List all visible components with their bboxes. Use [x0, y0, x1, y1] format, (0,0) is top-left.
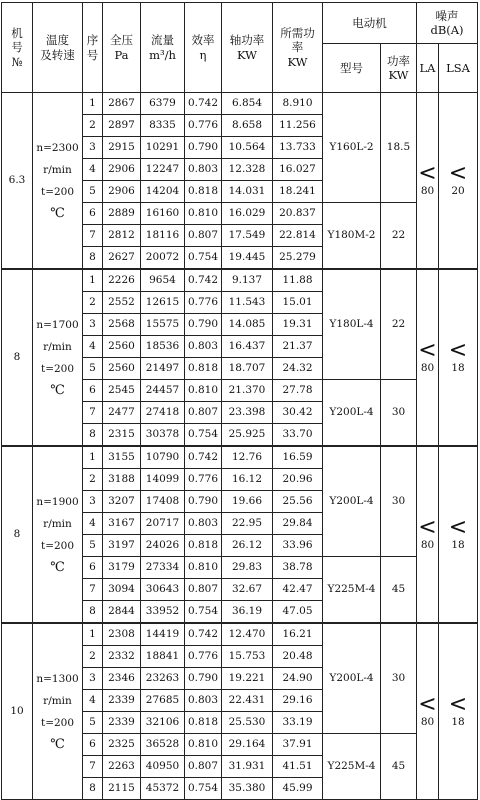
seq-cell: 4: [83, 513, 103, 535]
seq-cell: 7: [83, 579, 103, 601]
noise-la-cell: [417, 623, 439, 800]
fan-performance-table: [1, 2, 478, 800]
noise-lsa-value: 20: [451, 184, 465, 197]
shaft-power-cell: 11.543: [222, 292, 273, 314]
motor-power-cell: 22: [381, 203, 417, 270]
flow-cell: 14099: [141, 469, 185, 491]
pressure-cell: 3179: [103, 557, 141, 579]
shaft-power-cell: 6.854: [222, 93, 273, 115]
seq-cell: 1: [83, 269, 103, 292]
pressure-cell: 2332: [103, 646, 141, 668]
flow-cell: 36528: [141, 734, 185, 756]
efficiency-cell: 0.818: [185, 535, 222, 557]
required-power-cell: 29.16: [273, 690, 323, 712]
speed-line: n=1300: [36, 672, 79, 685]
speed-line: n=1900: [36, 495, 79, 508]
flow-cell: 12247: [141, 159, 185, 181]
pressure-cell: 2339: [103, 712, 141, 734]
efficiency-cell: 0.803: [185, 513, 222, 535]
noise-la-cell: [417, 446, 439, 623]
flow-cell: 40950: [141, 756, 185, 778]
pressure-cell: 2346: [103, 668, 141, 690]
efficiency-cell: 0.803: [185, 336, 222, 358]
header-la: LA: [417, 44, 439, 93]
required-power-cell: 8.910: [273, 93, 323, 115]
table-body: [2, 93, 478, 800]
speed-cell: [33, 269, 83, 446]
header-motor: 电动机: [323, 3, 417, 44]
efficiency-cell: 0.803: [185, 690, 222, 712]
machine-no-cell: 8: [2, 446, 33, 623]
efficiency-cell: 0.742: [185, 623, 222, 646]
flow-cell: 6379: [141, 93, 185, 115]
noise-lsa-cell: [439, 623, 478, 800]
noise-la-value: 80: [420, 184, 435, 197]
efficiency-cell: 0.790: [185, 668, 222, 690]
less-than-sign: <: [448, 337, 468, 363]
motor-model-cell: Y200L-4: [323, 446, 381, 557]
shaft-power-cell: 16.437: [222, 336, 273, 358]
flow-cell: 20717: [141, 513, 185, 535]
efficiency-cell: 0.742: [185, 93, 222, 115]
seq-cell: 2: [83, 646, 103, 668]
efficiency-cell: 0.818: [185, 358, 222, 380]
required-power-cell: 25.279: [273, 247, 323, 270]
shaft-power-cell: 22.431: [222, 690, 273, 712]
speed-line: ℃: [50, 736, 65, 752]
seq-cell: 2: [83, 292, 103, 314]
speed-line: t=200: [40, 716, 75, 729]
seq-cell: 2: [83, 469, 103, 491]
less-than-sign: <: [418, 337, 437, 363]
motor-model-cell: Y180M-2: [323, 203, 381, 270]
shaft-power-cell: 23.398: [222, 402, 273, 424]
noise-la-value: 80: [420, 538, 435, 551]
required-power-cell: 20.48: [273, 646, 323, 668]
machine-no-cell: 6.3: [2, 93, 33, 270]
seq-cell: 4: [83, 159, 103, 181]
required-power-cell: 37.91: [273, 734, 323, 756]
flow-cell: 14419: [141, 623, 185, 646]
speed-line: ℃: [50, 559, 65, 575]
pressure-cell: 3197: [103, 535, 141, 557]
motor-power-cell: 45: [381, 734, 417, 800]
shaft-power-cell: 15.753: [222, 646, 273, 668]
less-than-sign: <: [418, 691, 437, 717]
shaft-power-cell: 17.549: [222, 225, 273, 247]
required-power-cell: 25.56: [273, 491, 323, 513]
flow-cell: 18536: [141, 336, 185, 358]
efficiency-cell: 0.742: [185, 446, 222, 469]
motor-model-cell: Y225M-4: [323, 734, 381, 800]
seq-cell: 3: [83, 314, 103, 336]
less-than-sign: <: [448, 691, 468, 717]
efficiency-cell: 0.810: [185, 557, 222, 579]
required-power-cell: 24.90: [273, 668, 323, 690]
pressure-cell: 2552: [103, 292, 141, 314]
efficiency-cell: 0.807: [185, 402, 222, 424]
flow-cell: 10291: [141, 137, 185, 159]
shaft-power-cell: 25.530: [222, 712, 273, 734]
speed-line: r/min: [43, 340, 72, 353]
pressure-cell: 2627: [103, 247, 141, 270]
header-efficiency: 效率 η: [185, 3, 222, 93]
efficiency-cell: 0.754: [185, 424, 222, 447]
required-power-cell: 13.733: [273, 137, 323, 159]
efficiency-cell: 0.776: [185, 292, 222, 314]
shaft-power-cell: 12.470: [222, 623, 273, 646]
shaft-power-cell: 19.66: [222, 491, 273, 513]
performance-table-container: [1, 2, 477, 800]
seq-cell: 7: [83, 756, 103, 778]
seq-cell: 5: [83, 535, 103, 557]
header-motor-power: 功率 KW: [381, 44, 417, 93]
flow-cell: 14204: [141, 181, 185, 203]
seq-cell: 5: [83, 181, 103, 203]
pressure-cell: 2339: [103, 690, 141, 712]
machine-no-cell: 10: [2, 623, 33, 800]
seq-cell: 4: [83, 690, 103, 712]
header-shaft-power: 轴功率 KW: [222, 3, 273, 93]
efficiency-cell: 0.810: [185, 380, 222, 402]
seq-cell: 8: [83, 424, 103, 447]
required-power-cell: 45.99: [273, 778, 323, 800]
seq-cell: 3: [83, 668, 103, 690]
table-row: [2, 446, 478, 469]
efficiency-cell: 0.818: [185, 181, 222, 203]
shaft-power-cell: 14.085: [222, 314, 273, 336]
machine-no-cell: 8: [2, 269, 33, 446]
required-power-cell: 22.814: [273, 225, 323, 247]
speed-line: r/min: [43, 694, 72, 707]
required-power-cell: 15.01: [273, 292, 323, 314]
motor-power-cell: 22: [381, 269, 417, 380]
efficiency-cell: 0.754: [185, 778, 222, 800]
efficiency-cell: 0.776: [185, 646, 222, 668]
required-power-cell: 21.37: [273, 336, 323, 358]
efficiency-cell: 0.790: [185, 491, 222, 513]
flow-cell: 15575: [141, 314, 185, 336]
seq-cell: 6: [83, 557, 103, 579]
noise-lsa-value: 18: [451, 538, 465, 551]
header-required-power: 所需功 率 KW: [273, 3, 323, 93]
speed-cell: [33, 623, 83, 800]
flow-cell: 20072: [141, 247, 185, 270]
required-power-cell: 11.256: [273, 115, 323, 137]
header-lsa: LSA: [439, 44, 478, 93]
pressure-cell: 2906: [103, 181, 141, 203]
noise-la-value: 80: [420, 361, 435, 374]
speed-cell: [33, 446, 83, 623]
speed-line: t=200: [40, 362, 75, 375]
flow-cell: 27334: [141, 557, 185, 579]
seq-cell: 1: [83, 446, 103, 469]
shaft-power-cell: 36.19: [222, 601, 273, 624]
efficiency-cell: 0.807: [185, 579, 222, 601]
flow-cell: 21497: [141, 358, 185, 380]
required-power-cell: 11.88: [273, 269, 323, 292]
pressure-cell: 2889: [103, 203, 141, 225]
pressure-cell: 3207: [103, 491, 141, 513]
speed-line: ℃: [50, 382, 65, 398]
seq-cell: 4: [83, 336, 103, 358]
shaft-power-cell: 12.328: [222, 159, 273, 181]
required-power-cell: 19.31: [273, 314, 323, 336]
pressure-cell: 2897: [103, 115, 141, 137]
shaft-power-cell: 29.164: [222, 734, 273, 756]
efficiency-cell: 0.807: [185, 225, 222, 247]
motor-power-cell: 30: [381, 446, 417, 557]
pressure-cell: 2906: [103, 159, 141, 181]
pressure-cell: 2560: [103, 336, 141, 358]
pressure-cell: 2308: [103, 623, 141, 646]
shaft-power-cell: 19.445: [222, 247, 273, 270]
noise-la-cell: [417, 93, 439, 270]
pressure-cell: 3094: [103, 579, 141, 601]
pressure-cell: 2560: [103, 358, 141, 380]
required-power-cell: 16.21: [273, 623, 323, 646]
motor-model-cell: Y200L-4: [323, 380, 381, 447]
less-than-sign: <: [448, 160, 468, 186]
shaft-power-cell: 9.137: [222, 269, 273, 292]
efficiency-cell: 0.776: [185, 115, 222, 137]
speed-line: r/min: [43, 517, 72, 530]
pressure-cell: 2568: [103, 314, 141, 336]
flow-cell: 18116: [141, 225, 185, 247]
efficiency-cell: 0.803: [185, 159, 222, 181]
required-power-cell: 33.96: [273, 535, 323, 557]
pressure-cell: 2315: [103, 424, 141, 447]
shaft-power-cell: 32.67: [222, 579, 273, 601]
header-motor-model: 型号: [323, 44, 381, 93]
pressure-cell: 2477: [103, 402, 141, 424]
required-power-cell: 30.42: [273, 402, 323, 424]
shaft-power-cell: 10.564: [222, 137, 273, 159]
required-power-cell: 20.96: [273, 469, 323, 491]
pressure-cell: 2867: [103, 93, 141, 115]
table-row: [2, 93, 478, 115]
seq-cell: 8: [83, 601, 103, 624]
seq-cell: 5: [83, 358, 103, 380]
flow-cell: 18841: [141, 646, 185, 668]
flow-cell: 45372: [141, 778, 185, 800]
shaft-power-cell: 8.658: [222, 115, 273, 137]
efficiency-cell: 0.818: [185, 712, 222, 734]
header-machine-no: 机 号 №: [2, 3, 33, 93]
pressure-cell: 3155: [103, 446, 141, 469]
header-flow: 流量 m³/h: [141, 3, 185, 93]
flow-cell: 27685: [141, 690, 185, 712]
table-row: [2, 623, 478, 646]
noise-lsa-cell: [439, 446, 478, 623]
less-than-sign: <: [418, 514, 437, 540]
required-power-cell: 18.241: [273, 181, 323, 203]
seq-cell: 5: [83, 712, 103, 734]
header-noise: 噪声 dB(A): [417, 3, 478, 44]
speed-line: t=200: [40, 185, 75, 198]
less-than-sign: <: [418, 160, 437, 186]
motor-power-cell: 30: [381, 380, 417, 447]
speed-line: n=2300: [36, 141, 79, 154]
required-power-cell: 41.51: [273, 756, 323, 778]
flow-cell: 30643: [141, 579, 185, 601]
flow-cell: 27418: [141, 402, 185, 424]
pressure-cell: 2325: [103, 734, 141, 756]
pressure-cell: 2915: [103, 137, 141, 159]
pressure-cell: 2226: [103, 269, 141, 292]
noise-la-cell: [417, 269, 439, 446]
required-power-cell: 33.70: [273, 424, 323, 447]
required-power-cell: 38.78: [273, 557, 323, 579]
speed-cell: [33, 93, 83, 270]
shaft-power-cell: 25.925: [222, 424, 273, 447]
shaft-power-cell: 29.83: [222, 557, 273, 579]
pressure-cell: 2115: [103, 778, 141, 800]
efficiency-cell: 0.810: [185, 734, 222, 756]
seq-cell: 3: [83, 137, 103, 159]
noise-la-value: 80: [420, 715, 435, 728]
pressure-cell: 2545: [103, 380, 141, 402]
pressure-cell: 3188: [103, 469, 141, 491]
shaft-power-cell: 22.95: [222, 513, 273, 535]
shaft-power-cell: 21.370: [222, 380, 273, 402]
header-pressure: 全压 Pa: [103, 3, 141, 93]
header-temp-speed: 温度 及转速: [33, 3, 83, 93]
less-than-sign: <: [448, 514, 468, 540]
pressure-cell: 2812: [103, 225, 141, 247]
required-power-cell: 16.027: [273, 159, 323, 181]
header-seq: 序 号: [83, 3, 103, 93]
seq-cell: 6: [83, 203, 103, 225]
shaft-power-cell: 18.707: [222, 358, 273, 380]
seq-cell: 8: [83, 247, 103, 270]
seq-cell: 7: [83, 402, 103, 424]
required-power-cell: 33.19: [273, 712, 323, 734]
speed-line: ℃: [50, 205, 65, 221]
motor-model-cell: Y180L-4: [323, 269, 381, 380]
flow-cell: 8335: [141, 115, 185, 137]
required-power-cell: 29.84: [273, 513, 323, 535]
pressure-cell: 2263: [103, 756, 141, 778]
motor-power-cell: 18.5: [381, 93, 417, 203]
efficiency-cell: 0.790: [185, 137, 222, 159]
required-power-cell: 16.59: [273, 446, 323, 469]
flow-cell: 32106: [141, 712, 185, 734]
speed-line: r/min: [43, 163, 72, 176]
motor-model-cell: Y225M-4: [323, 557, 381, 624]
flow-cell: 10790: [141, 446, 185, 469]
pressure-cell: 2844: [103, 601, 141, 624]
required-power-cell: 42.47: [273, 579, 323, 601]
seq-cell: 1: [83, 623, 103, 646]
seq-cell: 3: [83, 491, 103, 513]
required-power-cell: 47.05: [273, 601, 323, 624]
motor-model-cell: Y160L-2: [323, 93, 381, 203]
flow-cell: 9654: [141, 269, 185, 292]
table-row: [2, 269, 478, 292]
required-power-cell: 27.78: [273, 380, 323, 402]
pressure-cell: 3167: [103, 513, 141, 535]
flow-cell: 33952: [141, 601, 185, 624]
required-power-cell: 24.32: [273, 358, 323, 380]
flow-cell: 17408: [141, 491, 185, 513]
flow-cell: 16160: [141, 203, 185, 225]
flow-cell: 30378: [141, 424, 185, 447]
motor-power-cell: 45: [381, 557, 417, 624]
efficiency-cell: 0.807: [185, 756, 222, 778]
speed-line: t=200: [40, 539, 75, 552]
motor-power-cell: 30: [381, 623, 417, 734]
flow-cell: 23263: [141, 668, 185, 690]
seq-cell: 6: [83, 734, 103, 756]
seq-cell: 6: [83, 380, 103, 402]
efficiency-cell: 0.754: [185, 247, 222, 270]
shaft-power-cell: 26.12: [222, 535, 273, 557]
efficiency-cell: 0.742: [185, 269, 222, 292]
noise-lsa-cell: [439, 269, 478, 446]
shaft-power-cell: 31.931: [222, 756, 273, 778]
motor-model-cell: Y200L-4: [323, 623, 381, 734]
shaft-power-cell: 16.12: [222, 469, 273, 491]
shaft-power-cell: 19.221: [222, 668, 273, 690]
speed-line: n=1700: [36, 318, 79, 331]
noise-lsa-cell: [439, 93, 478, 270]
seq-cell: 8: [83, 778, 103, 800]
required-power-cell: 20.837: [273, 203, 323, 225]
noise-lsa-value: 18: [451, 715, 465, 728]
noise-lsa-value: 18: [451, 361, 465, 374]
shaft-power-cell: 12.76: [222, 446, 273, 469]
shaft-power-cell: 14.031: [222, 181, 273, 203]
efficiency-cell: 0.776: [185, 469, 222, 491]
seq-cell: 2: [83, 115, 103, 137]
shaft-power-cell: 35.380: [222, 778, 273, 800]
seq-cell: 7: [83, 225, 103, 247]
flow-cell: 24026: [141, 535, 185, 557]
efficiency-cell: 0.790: [185, 314, 222, 336]
flow-cell: 12615: [141, 292, 185, 314]
flow-cell: 24457: [141, 380, 185, 402]
shaft-power-cell: 16.029: [222, 203, 273, 225]
efficiency-cell: 0.754: [185, 601, 222, 624]
seq-cell: 1: [83, 93, 103, 115]
efficiency-cell: 0.810: [185, 203, 222, 225]
